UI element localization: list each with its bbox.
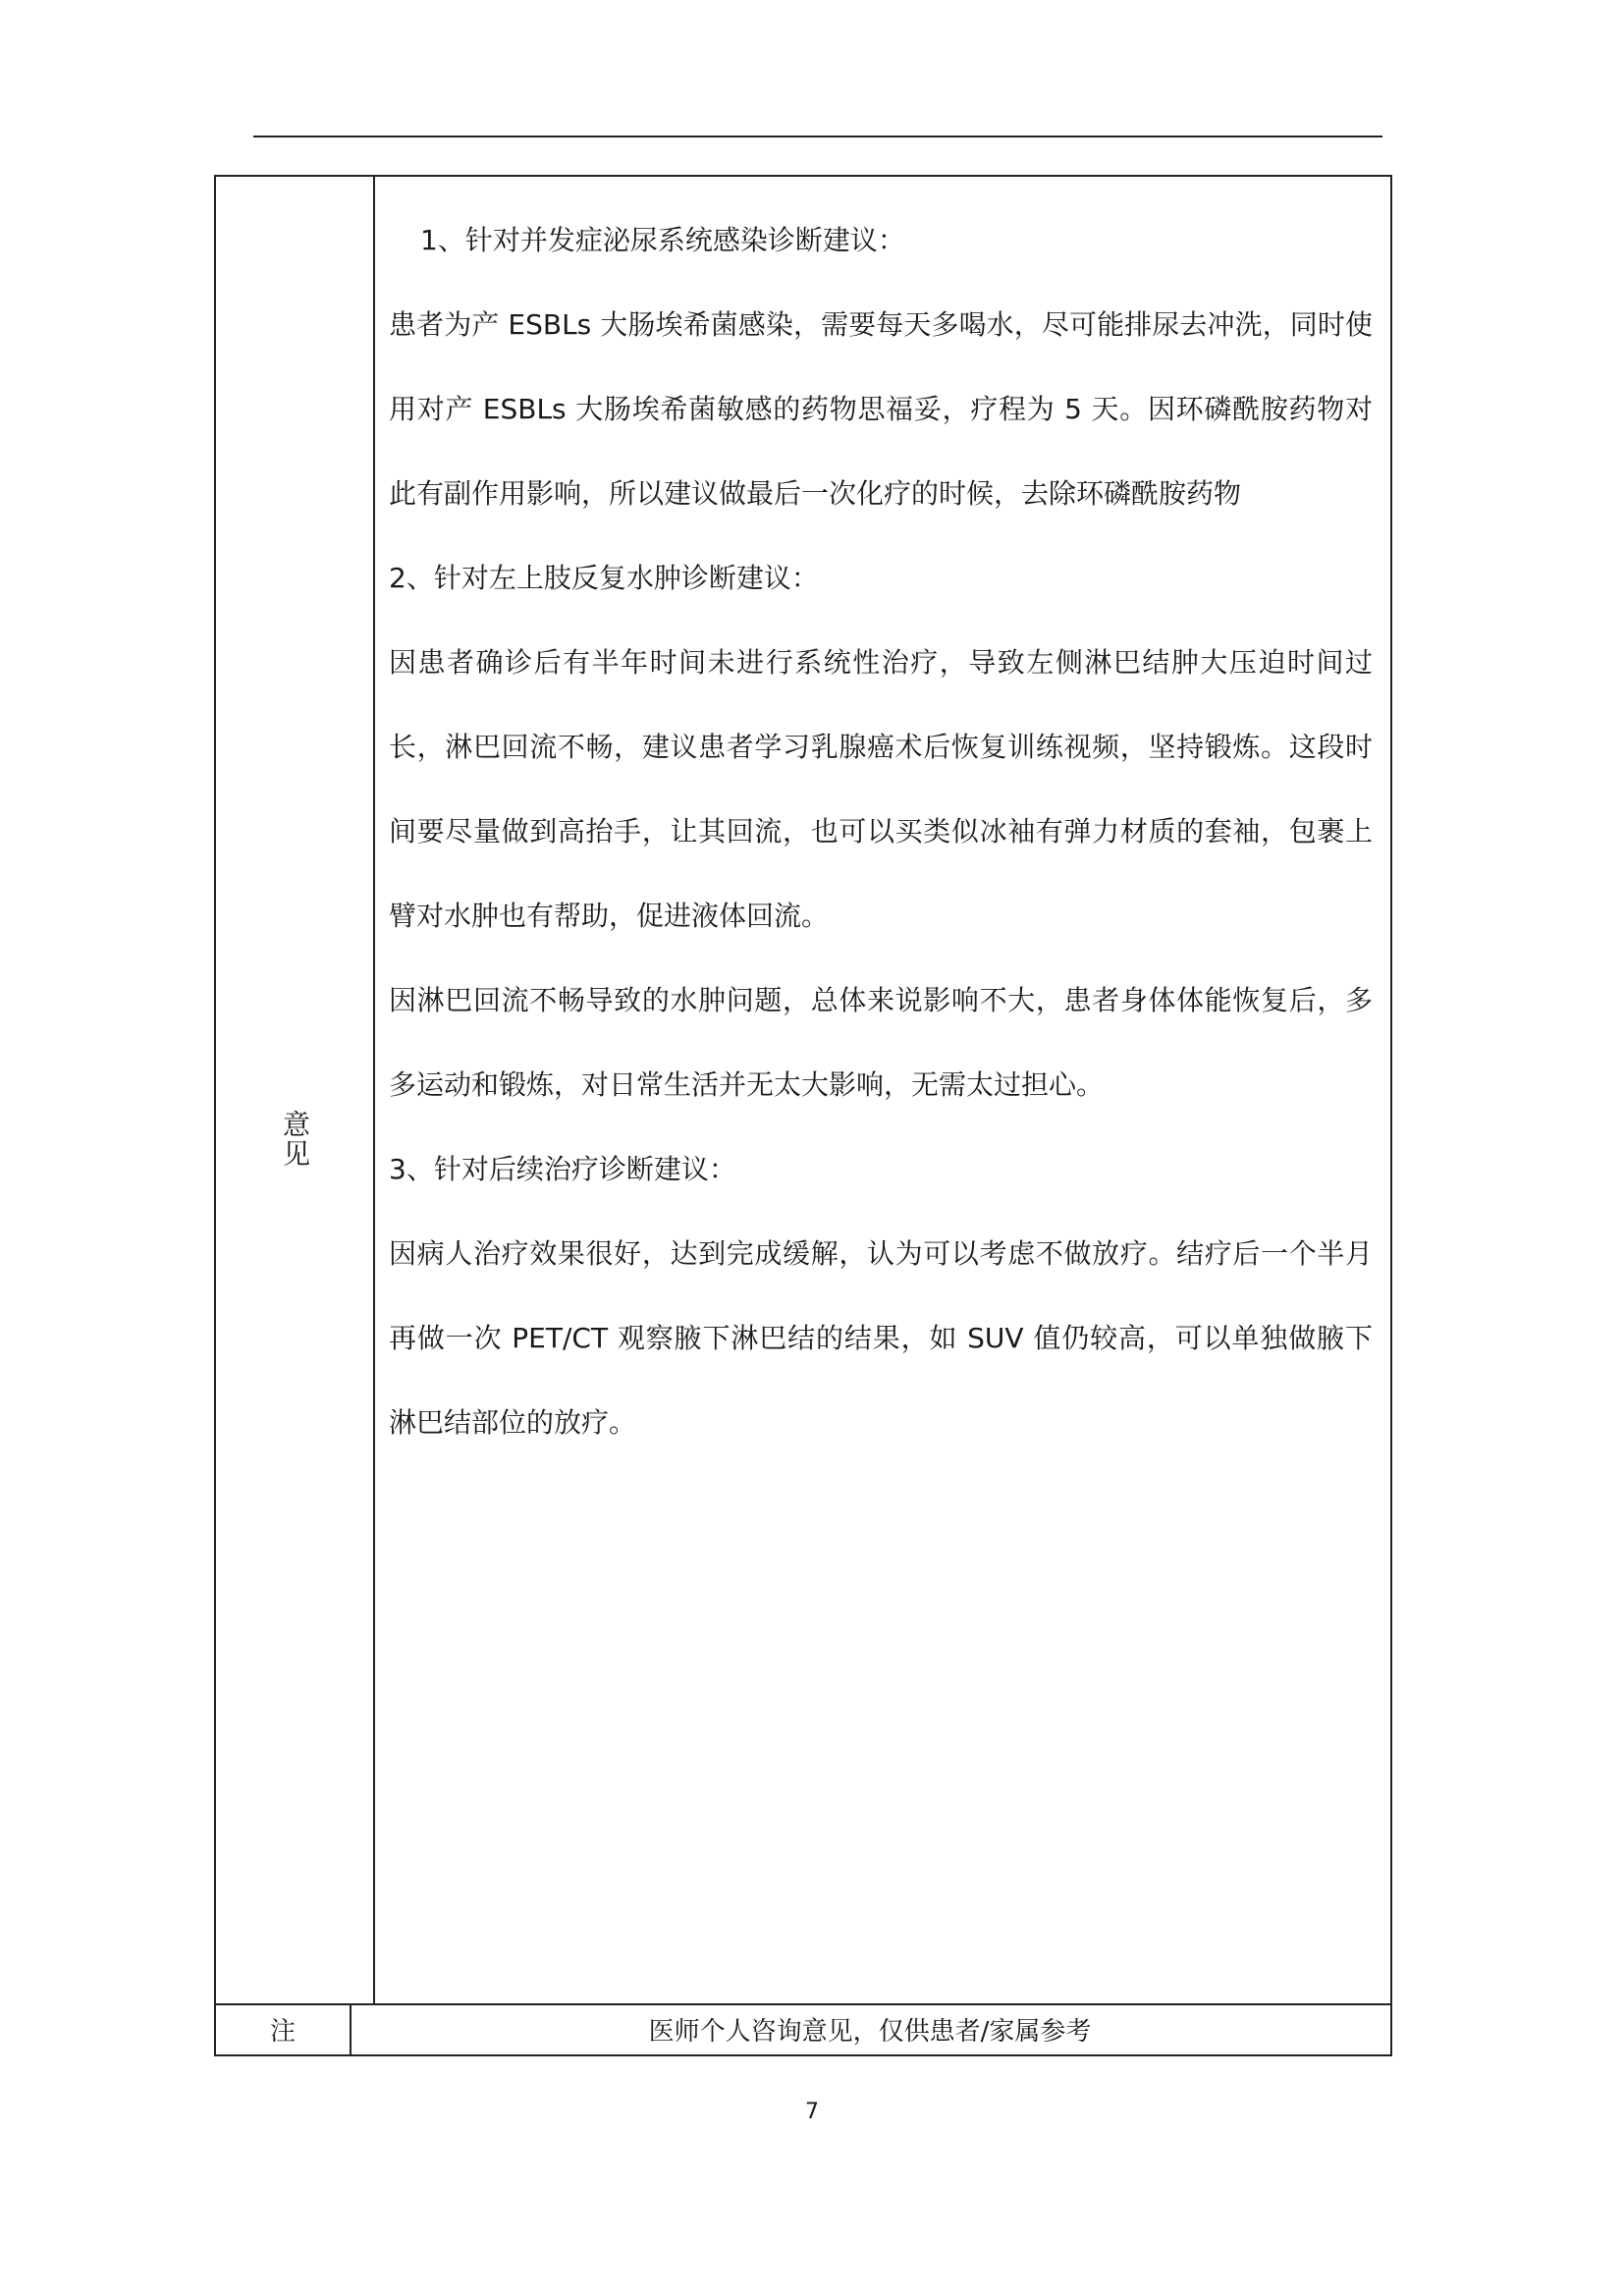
page-number: 7: [805, 2100, 819, 2124]
opinion-paragraph-3: 因淋巴回流不畅导致的水肿问题，总体来说影响不大，患者身体体能恢复后，多多运动和锻炼，对日常生活并无太大影响，无需太过担心。: [389, 984, 1373, 1101]
column-divider: [373, 177, 375, 2003]
opinion-label: 意见: [279, 1110, 311, 1169]
opinion-paragraph-1: 患者为产 ESBLs 大肠埃希菌感染，需要每天多喝水，尽可能排尿去冲洗，同时使用对产 ESBLs 大肠埃希菌敏感的药物思福妥，疗程为 5 天。因环磷酰胺药物对此有副作用影响，所以建议做最后一次化疗的时候，去除环磷酰胺药物: [389, 308, 1373, 510]
opinion-heading-3: 3、针对后续治疗诊断建议：: [389, 1153, 736, 1185]
opinion-paragraph-4: 因病人治疗效果很好，达到完成缓解，认为可以考虑不做放疗。结疗后一个半月再做一次 PET/CT 观察腋下淋巴结的结果，如 SUV 值仍较高，可以单独做腋下淋巴结部位的放疗。: [389, 1237, 1373, 1439]
opinion-heading-2: 2、针对左上肢反复水肿诊断建议：: [389, 562, 819, 594]
header-rule: [253, 136, 1382, 137]
opinion-table: [214, 175, 1392, 2056]
opinion-heading-1: 1、针对并发症泌尿系统感染诊断建议：: [420, 224, 905, 256]
opinion-content: [389, 198, 1373, 1465]
note-text: 医师个人咨询意见，仅供患者/家属参考: [648, 2016, 1092, 2047]
note-label: 注: [269, 2016, 296, 2047]
opinion-paragraph-2: 因患者确诊后有半年时间未进行系统性治疗，导致左侧淋巴结肿大压迫时间过长，淋巴回流不畅，建议患者学习乳腺癌术后恢复训练视频，坚持锻炼。这段时间要尽量做到高抬手，让其回流，也可以买类似冰袖有弹力材质的套袖，包裹上臂对水肿也有帮助，促进液体回流。: [389, 646, 1373, 932]
